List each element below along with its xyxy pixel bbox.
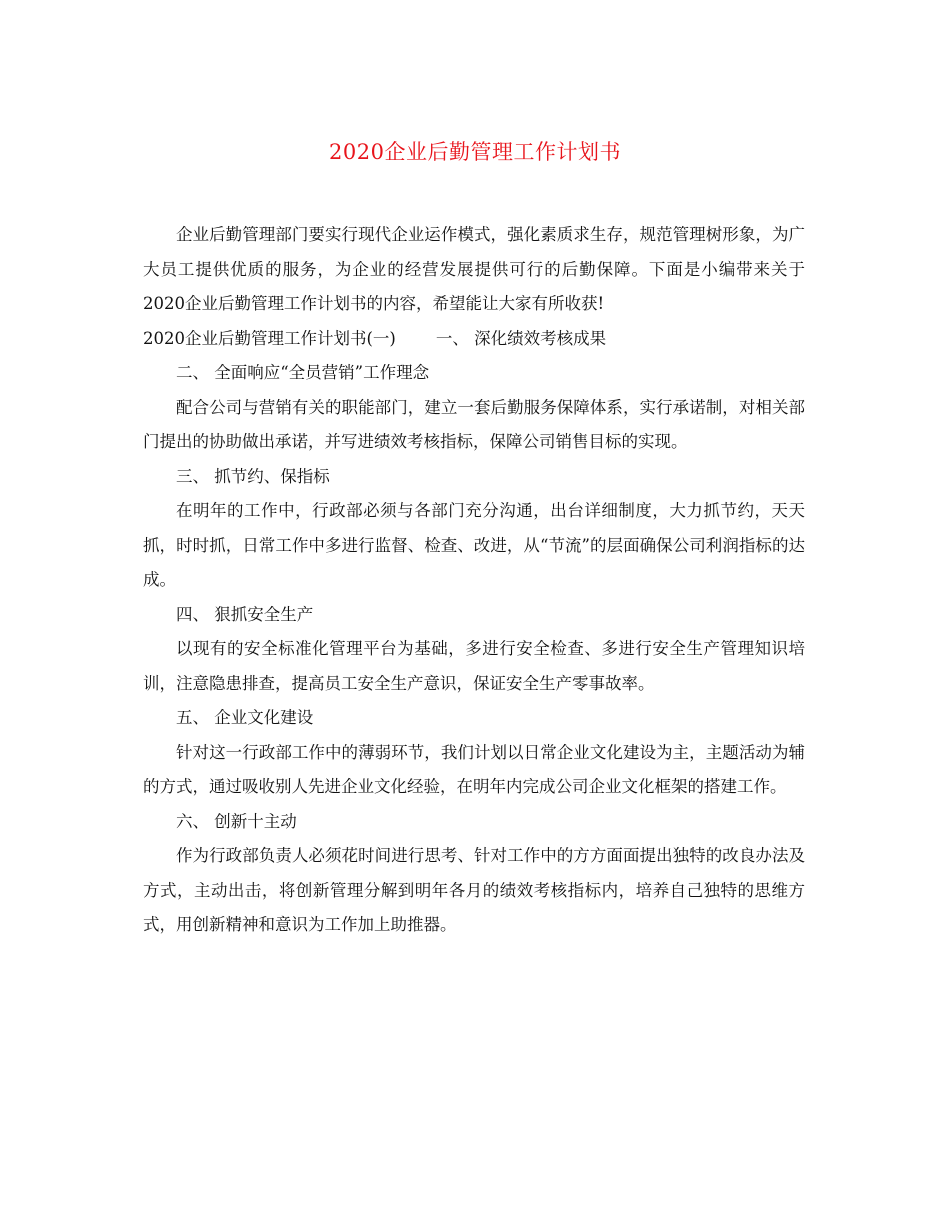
document-title: 2020企业后勤管理工作计划书 [329, 140, 621, 164]
part-heading-line [143, 322, 805, 357]
section-6-body: 作为行政部负责人必须花时间进行思考、针对工作中的方方面面提出独特的改良办法及方式，主动出击，将创新管理分解到明年各月的绩效考核指标内，培养自己独特的思维方式，用创新精神和意识为工作加上助推器。 [143, 846, 805, 934]
intro-paragraph: 企业后勤管理部门要实行现代企业运作模式，强化素质求生存，规范管理树形象，为广大员工提供优质的服务，为企业的经营发展提供可行的后勤保障。下面是小编带来关于2020企业后勤管理工作计划书的内容，希望能让大家有所收获! [143, 225, 805, 313]
section-4-heading: 四、 狠抓安全生产 [176, 604, 314, 624]
section-3-heading: 三、 抓节约、保指标 [176, 466, 330, 486]
section-5-heading: 五、 企业文化建设 [176, 708, 314, 727]
section-2-body: 配合公司与营销有关的职能部门，建立一套后勤服务保障体系，实行承诺制，对相关部门提出的协助做出承诺，并写进绩效考核指标，保障公司销售目标的实现。 [143, 397, 805, 451]
section-6-heading: 六、 创新十主动 [176, 811, 297, 831]
section-1-heading: 一、 深化绩效考核成果 [435, 328, 607, 348]
document-body [143, 218, 805, 943]
part-heading: 2020企业后勤管理工作计划书(一) [143, 328, 396, 348]
section-5-body: 针对这一行政部工作中的薄弱环节，我们计划以日常企业文化建设为主，主题活动为辅的方式，通过吸收别人先进企业文化经验，在明年内完成公司企业文化框架的搭建工作。 [143, 742, 805, 796]
section-4-body: 以现有的安全标准化管理平台为基础，多进行安全检查、多进行安全生产管理知识培训，注意隐患排查，提高员工安全生产意识，保证安全生产零事故率。 [143, 639, 805, 693]
section-2-heading: 二、 全面响应“全员营销”工作理念 [176, 363, 430, 382]
section-3-body: 在明年的工作中，行政部必须与各部门充分沟通，出台详细制度，大力抓节约，天天抓，时时抓，日常工作中多进行监督、检查、改进，从“节流”的层面确保公司利润指标的达成。 [143, 501, 805, 589]
